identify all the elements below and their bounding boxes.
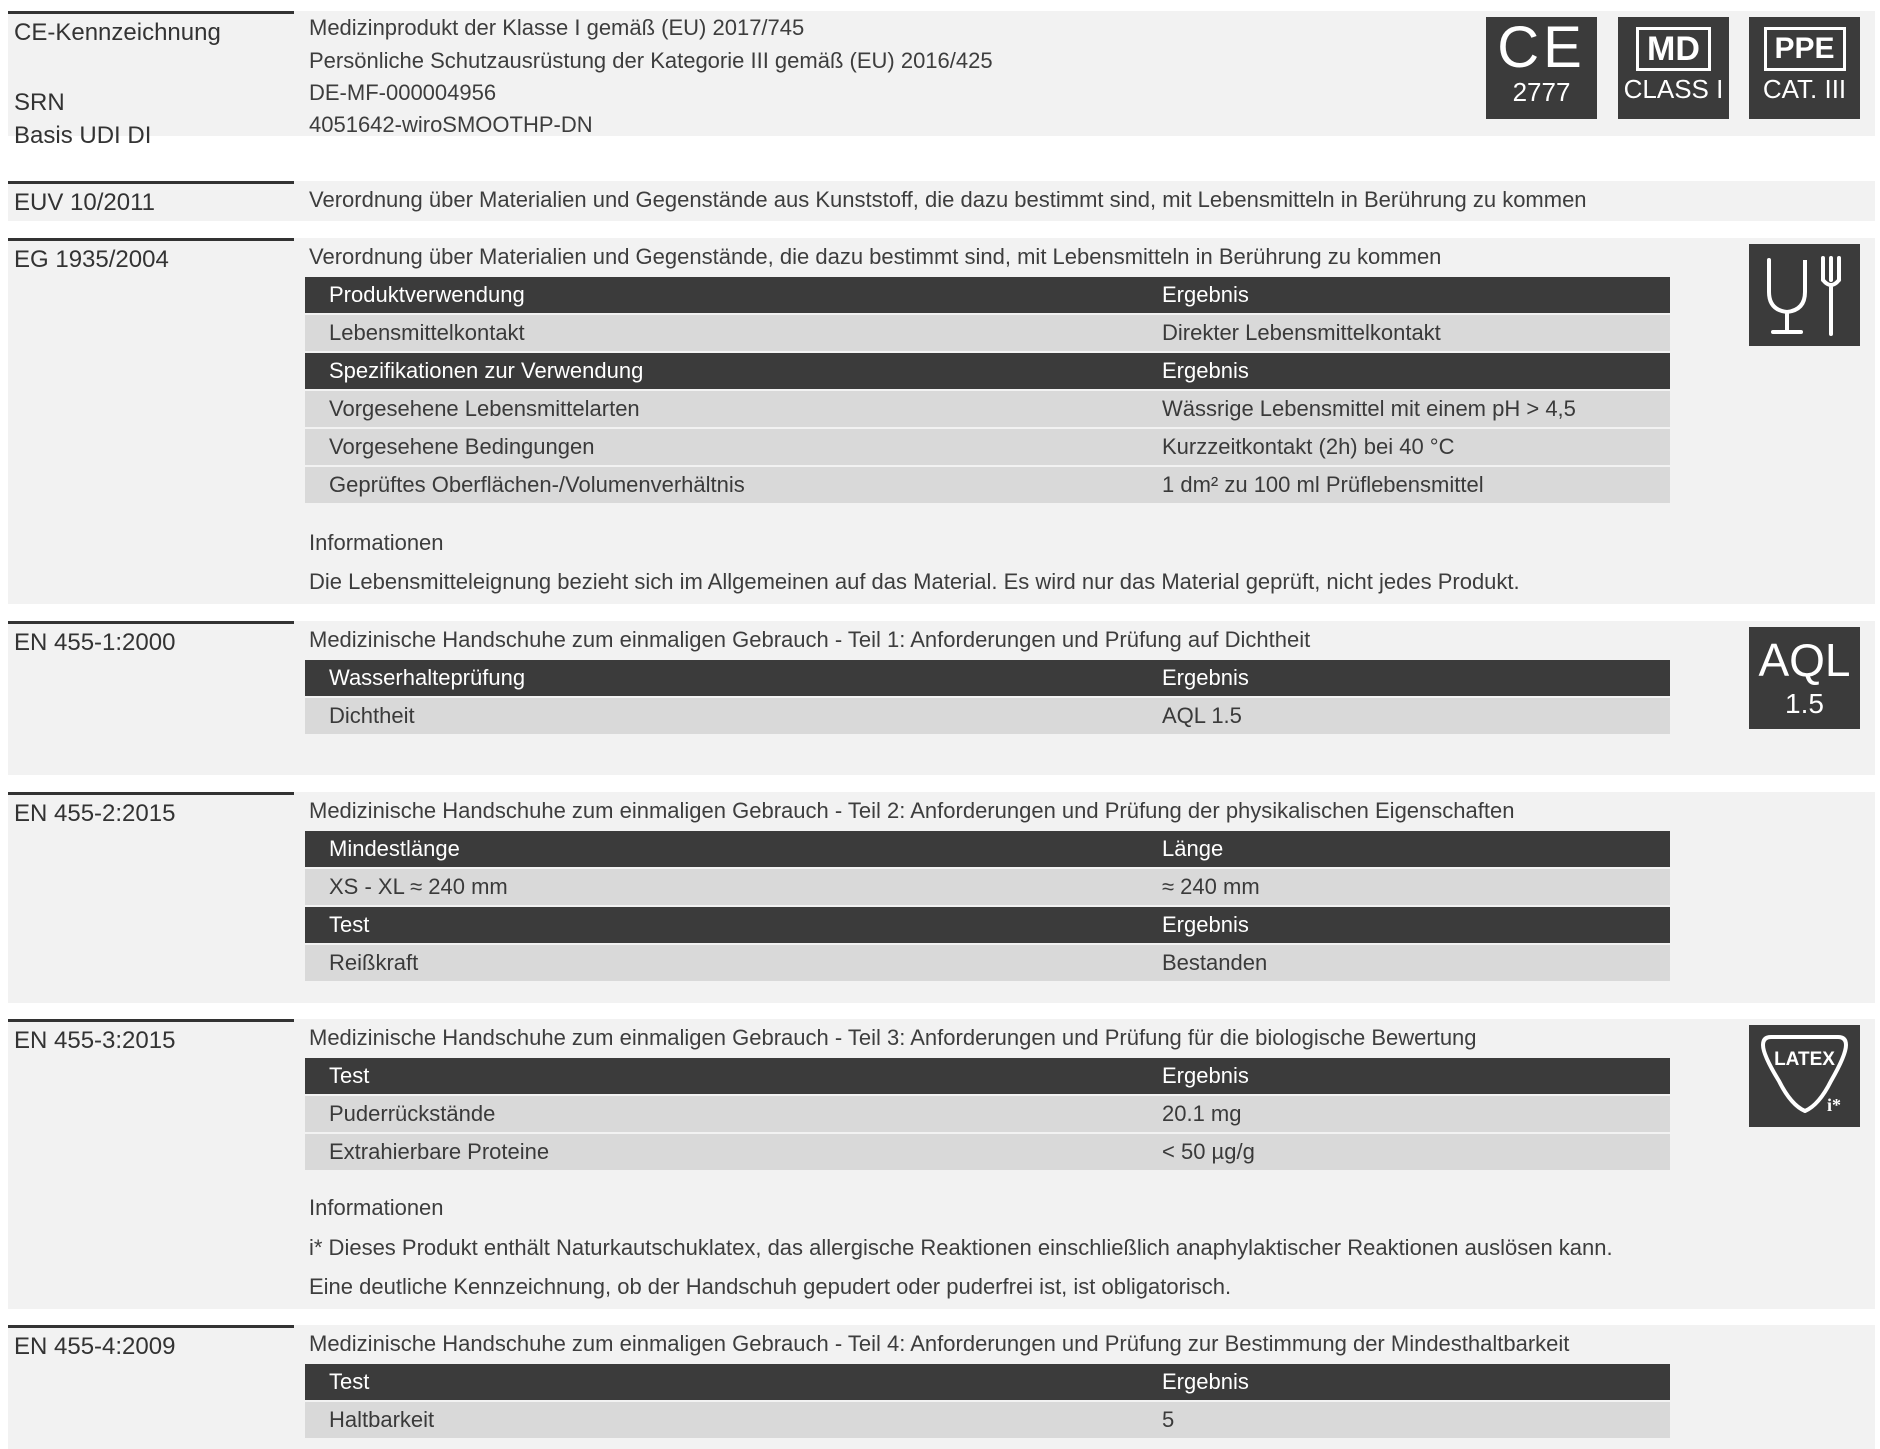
en4-section [8,1325,1875,1449]
table-cell: 1 dm² zu 100 ml Prüflebensmittel [1162,472,1484,497]
table-cell: Haltbarkeit [329,1407,435,1432]
table-cell: Ergebnis [1162,358,1249,383]
table-cell: Bestanden [1162,950,1268,975]
table-cell: Dichtheit [329,703,415,728]
table-cell: Test [329,912,370,937]
eg-line: Verordnung über Materialien und Gegenstände, die dazu bestimmt sind, mit Lebensmitteln in Berührung zu kommen [309,244,1442,269]
euv-section [8,181,1875,221]
en3-line: Medizinische Handschuhe zum einmaligen Gebrauch - Teil 3: Anforderungen und Prüfung für die biologische Bewertung [309,1025,1477,1050]
srn-value: DE-MF-000004956 [309,80,497,105]
table-cell: Ergebnis [1162,1369,1249,1394]
table-row [305,831,1670,867]
ce-section [8,11,1875,149]
table-cell: Ergebnis [1162,282,1249,307]
eg-table [305,277,1670,505]
table-cell: Produktverwendung [329,282,525,307]
table-row [305,1364,1670,1400]
table-cell: Wasserhalteprüfung [329,665,526,690]
euv-label: EUV 10/2011 [8,181,294,213]
table-cell: Ergebnis [1162,665,1249,690]
ce-notified-body: 2777 [1512,77,1571,107]
table-row [305,1134,1670,1170]
en1-table [305,660,1670,736]
table-cell: Mindestlänge [329,836,460,861]
table-row [305,277,1670,313]
en3-section [8,1019,1875,1309]
en4-line: Medizinische Handschuhe zum einmaligen Gebrauch - Teil 4: Anforderungen und Prüfung zur Bestimmung der Mindesthaltbarkeit [309,1331,1570,1356]
ce-mark-badge [1486,17,1597,119]
glass-fork-icon [1749,244,1860,346]
table-row [305,660,1670,696]
table-cell: < 50 µg/g [1162,1139,1255,1164]
table-cell: Spezifikationen zur Verwendung [329,358,644,383]
table-cell: 5 [1162,1407,1175,1432]
table-cell: Reißkraft [329,950,419,975]
table-row [305,907,1670,943]
eg-section [8,238,1875,604]
en2-label: EN 455-2:2015 [8,792,294,824]
table-cell: Länge [1162,836,1224,861]
table-cell: Test [329,1369,370,1394]
euv-line: Verordnung über Materialien und Gegenstände aus Kunststoff, die dazu bestimmt sind, mit Lebensmitteln in Berührung zu kommen [309,187,1587,212]
table-cell: Ergebnis [1162,1063,1249,1088]
table-cell: Geprüftes Oberflächen-/Volumenverhältnis [329,472,745,497]
table-cell: Extrahierbare Proteine [329,1139,550,1164]
eg-info-text: Die Lebensmitteleignung bezieht sich im Allgemeinen auf das Material. Es wird nur das Material geprüft, nicht jedes Produkt. [309,569,1520,594]
table-cell: Kurzzeitkontakt (2h) bei 40 °C [1162,434,1455,459]
table-row [305,1096,1670,1132]
ce-line-ppe: Persönliche Schutzausrüstung der Kategorie III gemäß (EU) 2016/425 [309,48,993,73]
md-class-badge [1618,17,1729,119]
en2-section [8,792,1875,1003]
md-icon: MD [1636,27,1711,71]
udi-value: 4051642-wiroSMOOTHP-DN [309,112,593,137]
table-cell: XS - XL ≈ 240 mm [329,874,508,899]
table-cell: Vorgesehene Lebensmittelarten [329,396,640,421]
table-cell: Puderrückstände [329,1101,496,1126]
table-row [305,945,1670,981]
table-row [305,869,1670,905]
ppe-cat-text: CAT. III [1762,74,1847,104]
en2-line: Medizinische Handschuhe zum einmaligen Gebrauch - Teil 2: Anforderungen und Prüfung der physikalischen Eigenschaften [309,798,1515,823]
eg-label: EG 1935/2004 [8,238,294,270]
aql-value: 1.5 [1785,688,1824,719]
table-cell: Ergebnis [1162,912,1249,937]
aql-badge [1749,627,1860,729]
en3-info-line1: i* Dieses Produkt enthält Naturkautschuklatex, das allergische Reaktionen einschließlich anaphylaktischer Reaktionen auslösen kann. [309,1235,1613,1260]
latex-text: LATEX [1774,1049,1835,1070]
ce-mark-icon: CE [1497,15,1586,80]
en2-table [305,831,1670,983]
table-cell: 20.1 mg [1162,1101,1242,1126]
latex-triangle-icon [1749,1025,1860,1127]
md-class-text: CLASS I [1623,74,1724,104]
en3-info-line2: Eine deutliche Kennzeichnung, ob der Handschuh gepudert oder puderfrei ist, ist obligatorisch. [309,1274,1232,1299]
table-row [305,698,1670,734]
en1-label: EN 455-1:2000 [8,621,294,653]
en3-info-title: Informationen [309,1195,444,1220]
ce-line-medical: Medizinprodukt der Klasse I gemäß (EU) 2017/745 [309,15,805,40]
table-row [305,391,1670,427]
ce-label: CE-Kennzeichnung [8,11,294,43]
table-row [305,353,1670,389]
eg-info-title: Informationen [309,530,444,555]
table-cell: Wässrige Lebensmittel mit einem pH > 4,5 [1162,396,1576,421]
table-cell: Test [329,1063,370,1088]
table-cell: Vorgesehene Bedingungen [329,434,595,459]
food-safe-badge [1749,244,1860,346]
latex-badge [1749,1025,1860,1127]
table-cell: Lebensmittelkontakt [329,320,525,345]
ppe-cat-badge [1749,17,1860,119]
en1-section [8,621,1875,775]
aql-text: AQL [1758,634,1851,686]
table-row [305,1058,1670,1094]
table-cell: Direkter Lebensmittelkontakt [1162,320,1441,345]
table-row [305,467,1670,503]
en1-line: Medizinische Handschuhe zum einmaligen Gebrauch - Teil 1: Anforderungen und Prüfung auf Dichtheit [309,627,1311,652]
en3-label: EN 455-3:2015 [8,1019,294,1051]
info-star-icon: i* [1827,1095,1842,1115]
udi-label: Basis UDI DI [14,122,152,149]
table-row [305,429,1670,465]
en3-table [305,1058,1670,1172]
ppe-icon: PPE [1764,27,1846,71]
srn-label: SRN [14,89,65,116]
en4-label: EN 455-4:2009 [8,1325,294,1357]
table-row [305,315,1670,351]
table-cell: AQL 1.5 [1162,703,1242,728]
table-cell: ≈ 240 mm [1162,874,1260,899]
en4-table [305,1364,1670,1440]
table-row [305,1402,1670,1438]
